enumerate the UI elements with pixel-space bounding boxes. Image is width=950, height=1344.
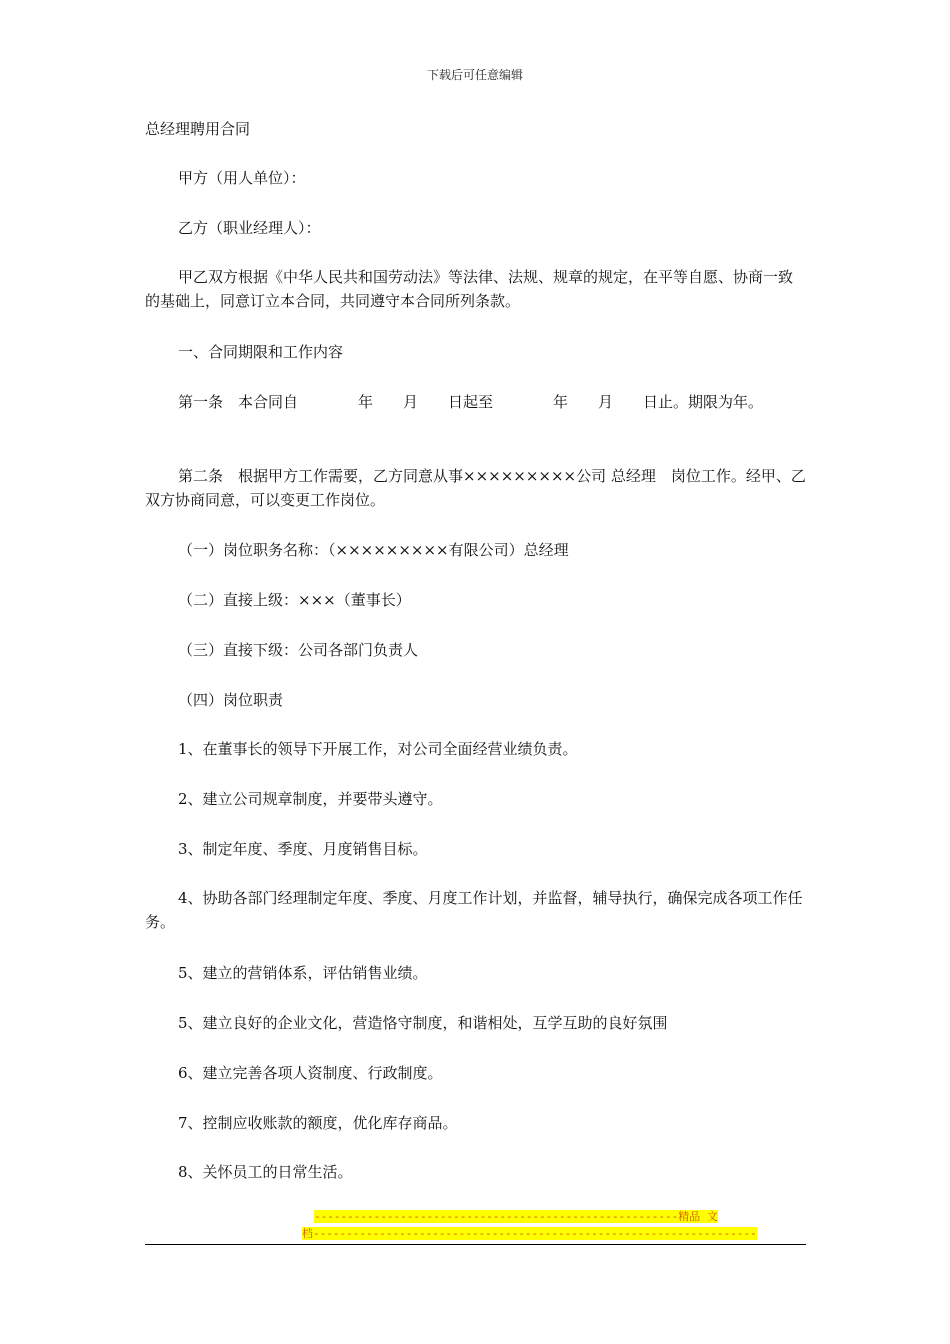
footer-stamp-line-1: -------------------------------------------------------精品 文 — [314, 1210, 718, 1223]
party-b-line: 乙方（职业经理人）： — [178, 219, 321, 237]
section-heading-1: 一、合同期限和工作内容 — [178, 343, 344, 361]
duty-item: 7、控制应收账款的额度，优化库存商品。 — [178, 1114, 458, 1132]
party-a-line: 甲方（用人单位）： — [178, 169, 306, 187]
superior-item: （二）直接上级：×××（董事长） — [178, 591, 411, 609]
article-1: 第一条 本合同自 年 月 日起至 年 月 日止。期限为年。 — [178, 393, 764, 411]
duty-item: 2、建立公司规章制度，并要带头遵守。 — [178, 790, 443, 808]
footer-stamp — [302, 1208, 757, 1242]
page-header: 下载后可任意编辑 — [426, 68, 523, 82]
subordinate-item: （三）直接下级：公司各部门负责人 — [178, 641, 419, 659]
duty-item: 1、在董事长的领导下开展工作，对公司全面经营业绩负责。 — [178, 740, 578, 758]
article-2: 第二条 根据甲方工作需要，乙方同意从事×××××××××公司 总经理 岗位工作。经甲、乙双方协商同意，可以变更工作岗位。 — [145, 467, 806, 509]
preamble-paragraph: 甲乙双方根据《中华人民共和国劳动法》等法律、法规、规章的规定，在平等自愿、协商一致的基础上，同意订立本合同，共同遵守本合同所列条款。 — [145, 268, 794, 310]
duty-item: 3、制定年度、季度、月度销售目标。 — [178, 840, 428, 858]
duties-heading: （四）岗位职责 — [178, 691, 284, 709]
duty-item: 8、关怀员工的日常生活。 — [178, 1163, 353, 1181]
duty-item: 6、建立完善各项人资制度、行政制度。 — [178, 1064, 443, 1082]
position-name-item: （一）岗位职务名称：（×××××××××有限公司）总经理 — [178, 541, 569, 559]
duty-item: 4、协助各部门经理制定年度、季度、月度工作计划，并监督，辅导执行，确保完成各项工作任务。 — [145, 889, 803, 931]
duty-item: 5、建立良好的企业文化，营造恪守制度，和谐相处，互学互助的良好氛围 — [178, 1014, 668, 1032]
footer-stamp-line-2: 档------------------------------------------------------------------- — [302, 1227, 757, 1240]
document-title: 总经理聘用合同 — [145, 120, 251, 138]
footer-divider — [145, 1244, 806, 1245]
duty-item: 5、建立的营销体系，评估销售业绩。 — [178, 964, 428, 982]
